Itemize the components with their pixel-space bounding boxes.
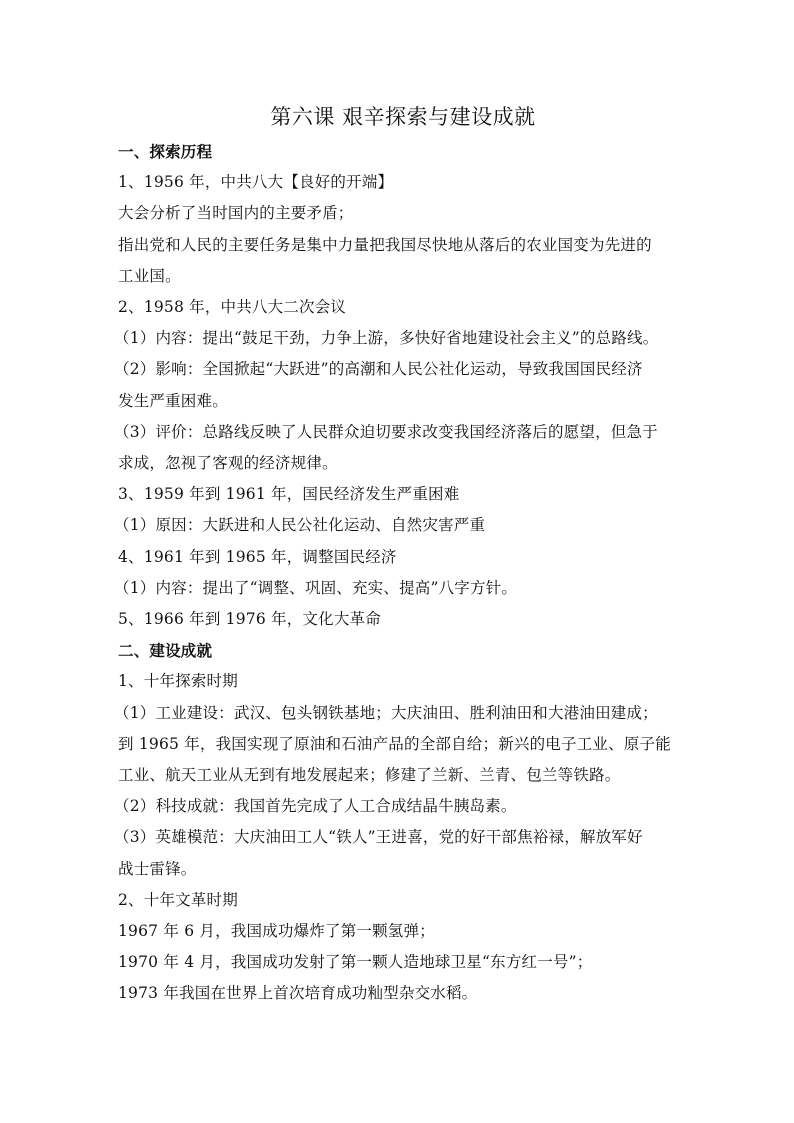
document-body xyxy=(114,136,688,1010)
page-title: 第六课 艰辛探索与建设成就 xyxy=(270,105,536,129)
section-heading: 二、建设成就 xyxy=(118,641,213,661)
text-line: 到 1965 年，我国实现了原油和石油产品的全部自给；新兴的电子工业、原子能 xyxy=(118,734,671,753)
text-line: 工业、航天工业从无到有地发展起来；修建了兰新、兰青、包兰等铁路。 xyxy=(118,766,621,785)
document-page xyxy=(114,100,688,1010)
text-line: （2）科技成就：我国首先完成了人工合成结晶牛胰岛素。 xyxy=(114,797,517,816)
text-line: 1、1956 年，中共八大【良好的开端】 xyxy=(118,173,394,192)
text-line: 1970 年 4 月，我国成功发射了第一颗人造地球卫星“东方红一号”； xyxy=(118,953,593,972)
text-line: （2）影响：全国掀起“大跃进”的高潮和人民公社化运动，导致我国国民经济 xyxy=(114,360,643,379)
text-line: 发生严重困难。 xyxy=(118,391,228,410)
text-line: （3）英雄模范：大庆油田工人“铁人”王进喜，党的好干部焦裕禄，解放军好 xyxy=(114,828,643,847)
text-line: 5、1966 年到 1976 年，文化大革命 xyxy=(118,610,381,629)
text-line: （1）工业建设：武汉、包头钢铁基地；大庆油田、胜利油田和大港油田建成； xyxy=(114,703,658,722)
text-line: 指出党和人民的主要任务是集中力量把我国尽快地从落后的农业国变为先进的 xyxy=(118,235,652,254)
text-line: 2、1958 年，中共八大二次会议 xyxy=(118,298,347,317)
section-heading: 一、探索历程 xyxy=(118,142,213,161)
text-line: 工业国。 xyxy=(118,266,181,285)
text-line: 3、1959 年到 1961 年，国民经济发生严重困难 xyxy=(118,485,460,504)
text-line: （1）内容：提出了“调整、巩固、充实、提高”八字方针。 xyxy=(114,578,518,597)
text-line: 求成，忽视了客观的经济规律。 xyxy=(118,454,338,473)
text-line: 4、1961 年到 1965 年，调整国民经济 xyxy=(118,547,397,566)
text-line: 1973 年我国在世界上首次培育成功籼型杂交水稻。 xyxy=(118,984,478,1003)
text-line: 战士雷锋。 xyxy=(118,859,197,878)
text-line: （3）评价：总路线反映了人民群众迫切要求改变我国经济落后的愿望，但急于 xyxy=(114,422,658,441)
text-line: （1）原因：大跃进和人民公社化运动、自然灾害严重 xyxy=(114,516,486,535)
text-line: 2、十年文革时期 xyxy=(118,890,238,909)
text-line: 大会分析了当时国内的主要矛盾； xyxy=(118,204,354,223)
text-line: 1967 年 6 月，我国成功爆炸了第一颗氢弹； xyxy=(118,922,435,941)
text-line: （1）内容：提出“鼓足干劲，力争上游，多快好省地建设社会主义”的总路线。 xyxy=(114,329,659,348)
text-line: 1、十年探索时期 xyxy=(118,672,238,691)
